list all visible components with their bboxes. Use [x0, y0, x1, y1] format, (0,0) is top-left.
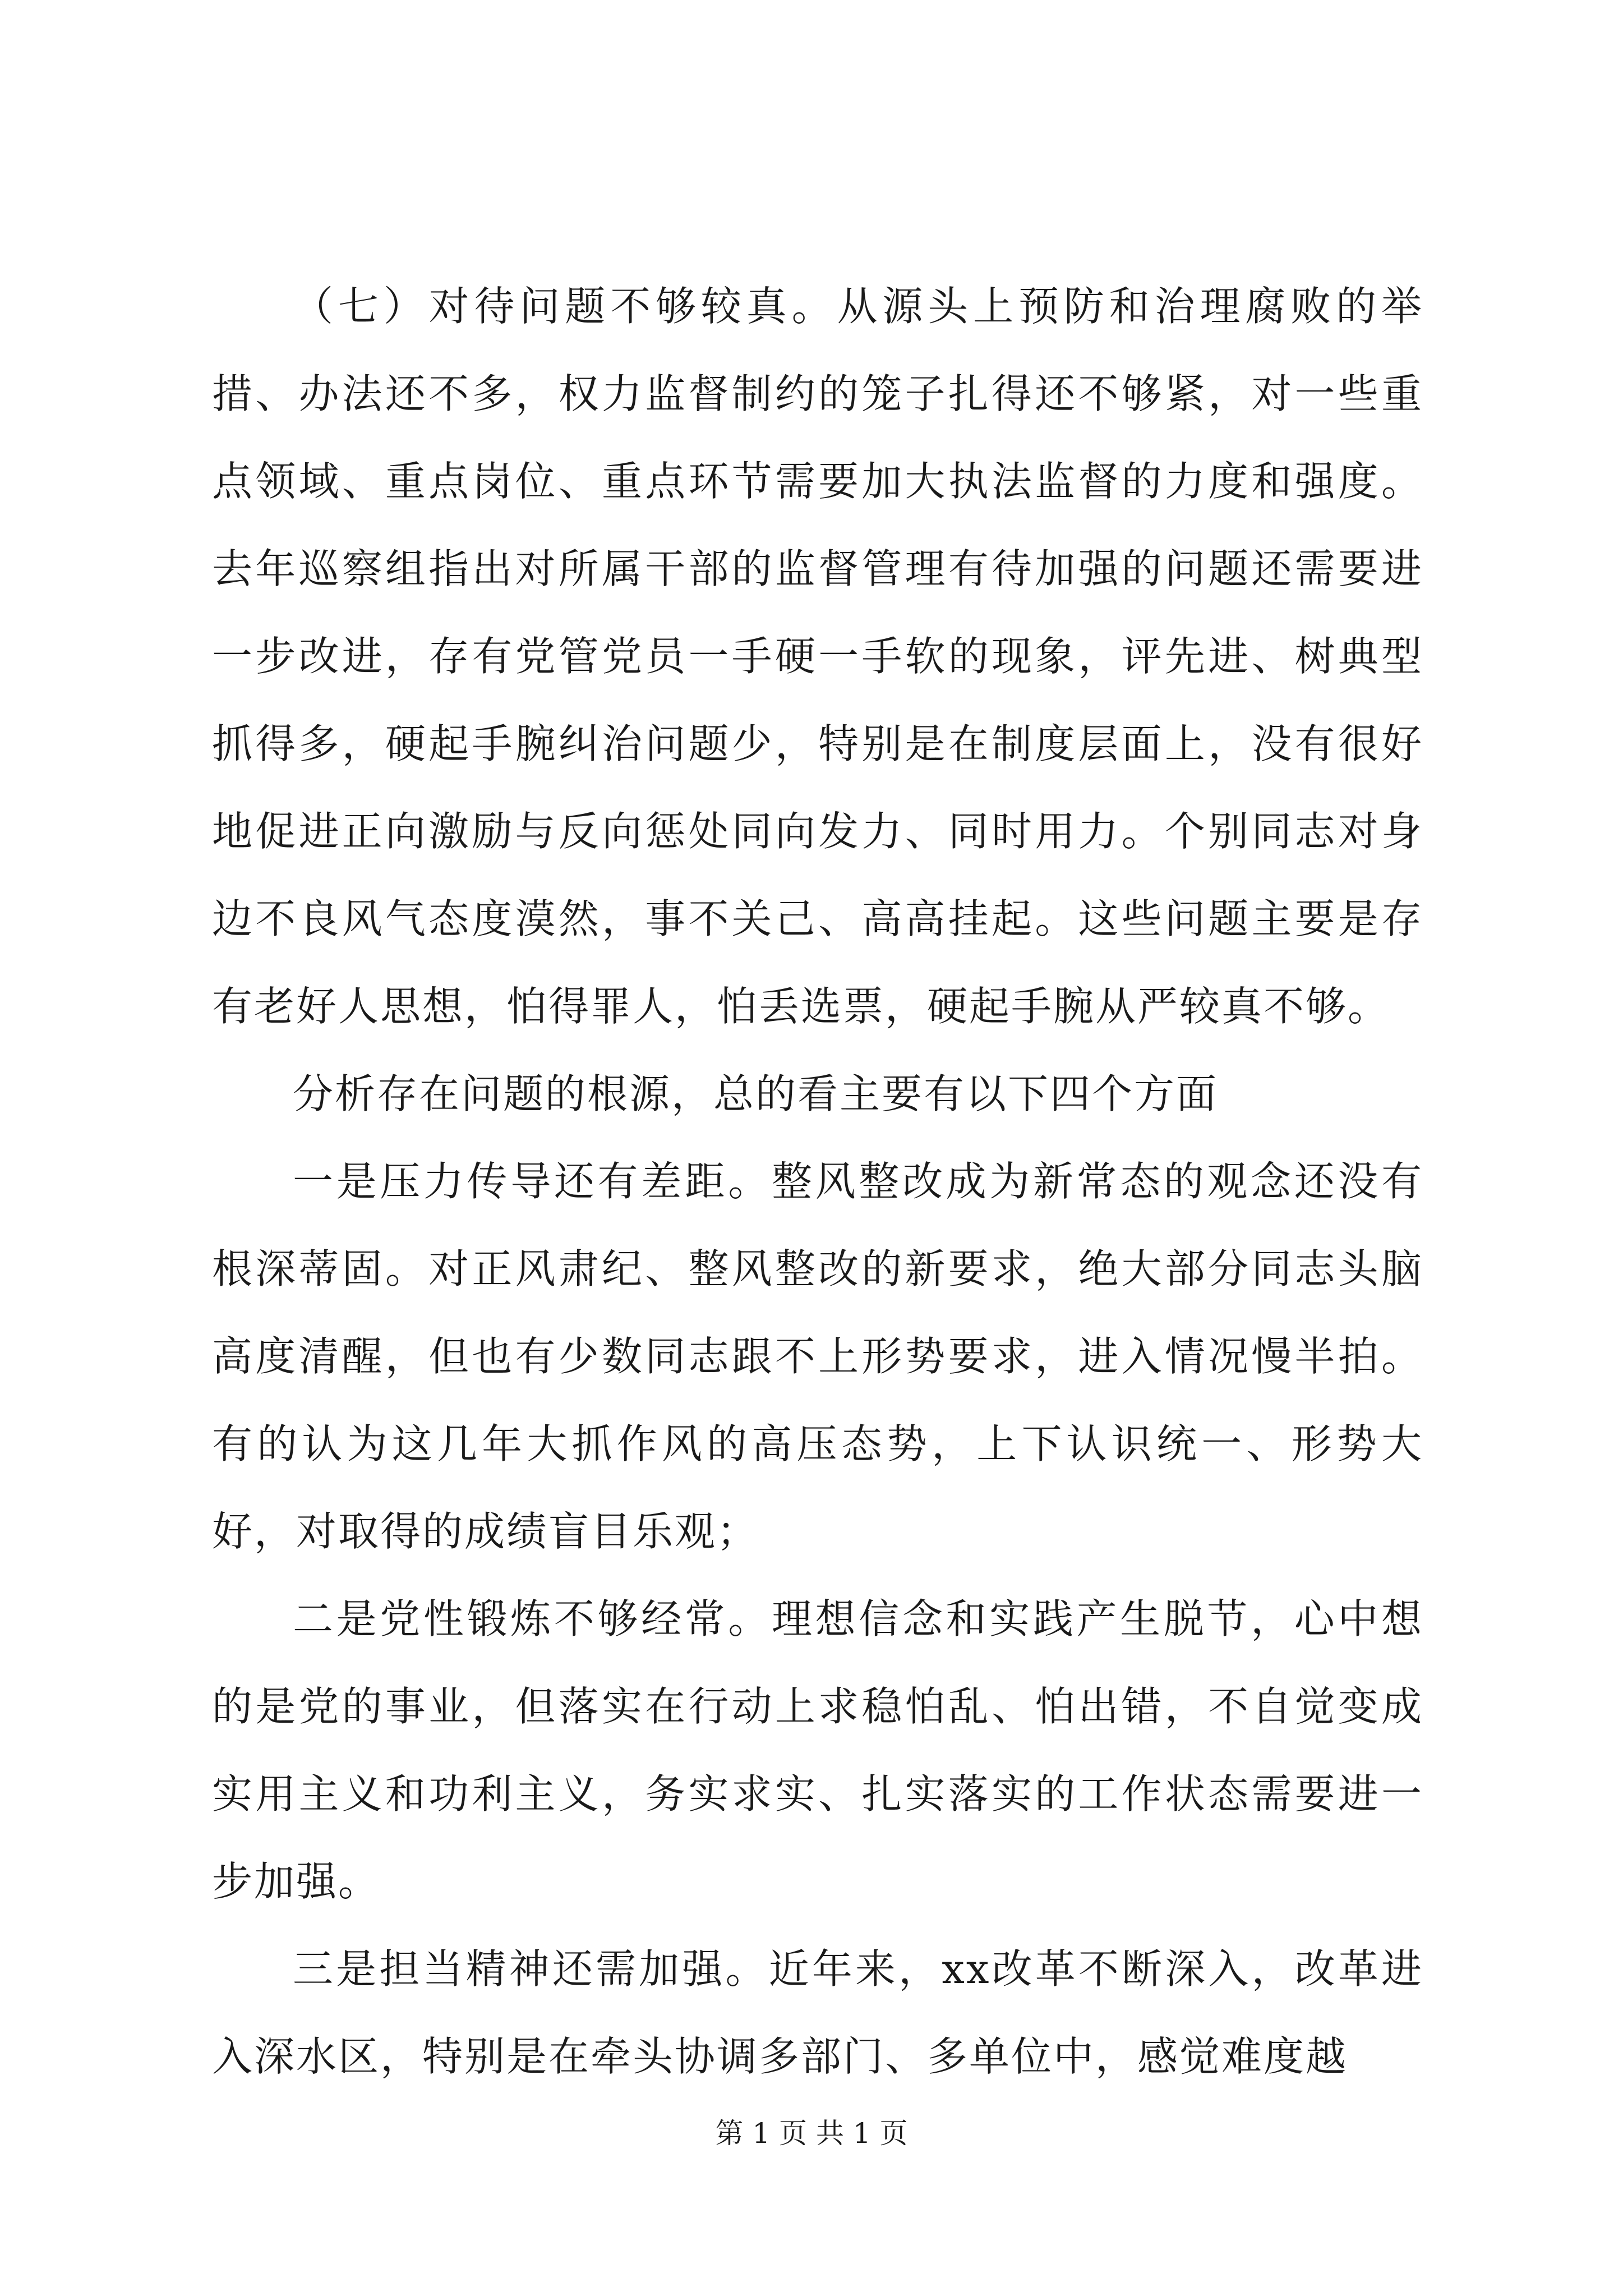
page-footer: 第 1 页 共 1 页	[715, 2117, 908, 2150]
paragraph-cause-one: 一是压力传导还有差距。整风整改成为新常态的观念还没有根深蒂固。对正风肃纪、整风整改的新要求，绝大部分同志头脑高度清醒，但也有少数同志跟不上形势要求，进入情况慢半拍。有的认为这几年大抓作风的高压态势，上下认识统一、形势大好，对取得的成绩盲目乐观；	[212, 1158, 1423, 1555]
paragraph-root-cause-intro: 分析存在问题的根源，总的看主要有以下四个方面	[293, 1070, 1219, 1117]
paragraph-problem-seven: （七）对待问题不够较真。从源头上预防和治理腐败的举措、办法还不多，权力监督制约的笼子扎得还不够紧，对一些重点领域、重点岗位、重点环节需要加大执法监督的力度和强度。去年巡察组指出对所属干部的监督管理有待加强的问题还需要进一步改进，存有党管党员一手硬一手软的现象，评先进、树典型抓得多，硬起手腕纠治问题少，特别是在制度层面上，没有很好地促进正向激励与反向惩处同向发力、同时用力。个别同志对身边不良风气态度漠然，事不关己、高高挂起。这些问题主要是存有老好人思想，怕得罪人，怕丢选票，硬起手腕从严较真不够。	[212, 283, 1423, 1030]
document-body	[212, 263, 1423, 2100]
paragraph-cause-two: 二是党性锻炼不够经常。理想信念和实践产生脱节，心中想的是党的事业，但落实在行动上求稳怕乱、怕出错，不自觉变成实用主义和功利主义，务实求实、扎实落实的工作状态需要进一步加强。	[212, 1595, 1423, 1905]
paragraph-cause-three: 三是担当精神还需加强。近年来，xx改革不断深入，改革进入深水区，特别是在牵头协调多部门、多单位中，感觉难度越	[212, 1945, 1423, 2080]
